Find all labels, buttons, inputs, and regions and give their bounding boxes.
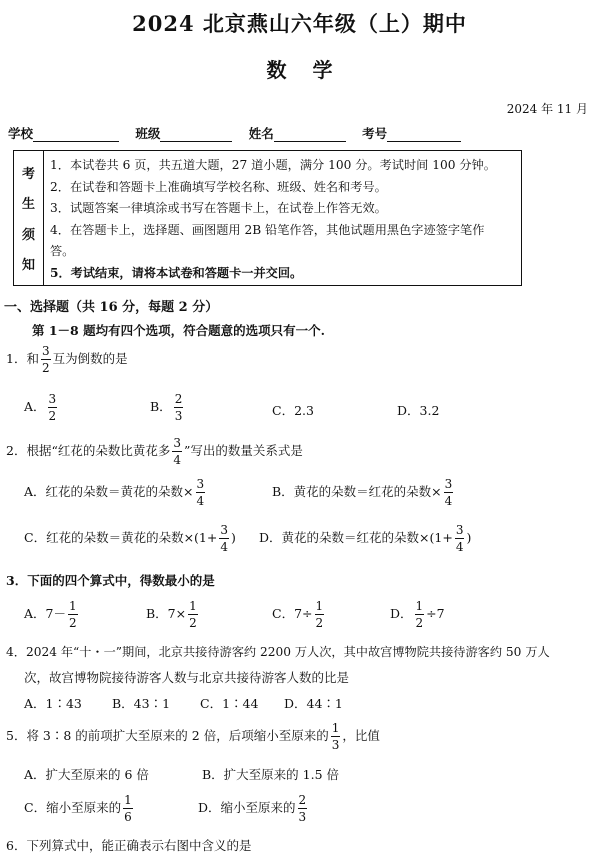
- notice-side-char: 知: [21, 258, 35, 274]
- question-4-line-1: 4．2024 年“十・一”期间，北京共接待游客约 2200 万人次，其中故宫博物院共接待游客约 50 万人: [6, 645, 550, 659]
- q3-option-c[interactable]: [272, 600, 326, 629]
- option-label: D．黄花的朵数＝红花的朵数×(1+: [259, 530, 453, 545]
- option-label: A．7－: [24, 606, 66, 621]
- paren-close: ): [230, 530, 236, 545]
- numerator: 3: [48, 392, 57, 406]
- q3-option-b[interactable]: [146, 600, 200, 629]
- denominator: 4: [173, 453, 181, 467]
- question-5-suffix: ，比值: [342, 728, 380, 743]
- q5-option-a[interactable]: A．扩大至原来的 6 倍: [24, 767, 149, 782]
- denominator: 4: [196, 494, 205, 508]
- field-id-blank[interactable]: [387, 127, 461, 142]
- numerator: 3: [455, 523, 464, 537]
- q4-option-c[interactable]: C．1∶44: [200, 696, 259, 711]
- q2-option-b[interactable]: [272, 478, 455, 507]
- denominator: 4: [444, 494, 453, 508]
- q1-option-c[interactable]: C．2.3: [272, 403, 314, 418]
- question-4-line-2: 次，故宫博物院接待游客人数与北京共接待游客人数的比是: [24, 670, 350, 685]
- denominator: 2: [189, 616, 197, 630]
- option-label: B．7×: [146, 606, 187, 621]
- numerator: 1: [331, 721, 340, 735]
- denominator: 2: [48, 409, 57, 423]
- option-label: B．黄花的朵数＝红花的朵数×: [272, 484, 442, 499]
- section-note: 第 1－8 题均有四个选项，符合题意的选项只有一个.: [32, 323, 325, 338]
- q2-option-c[interactable]: [24, 524, 236, 553]
- denominator: 3: [298, 810, 307, 824]
- notice-item: 3．试题答案一律填涂或书写在答题卡上，在试卷上作答无效。: [50, 201, 387, 215]
- subject-title: 数学: [266, 58, 359, 82]
- fraction: [315, 600, 325, 629]
- question-1-suffix: 互为倒数的是: [52, 351, 128, 366]
- field-class-label: 班级: [135, 126, 161, 141]
- numerator: 1: [124, 793, 132, 807]
- q4-option-b[interactable]: B．43∶1: [112, 696, 171, 711]
- paren-close: ): [466, 530, 472, 545]
- fraction: [123, 794, 133, 823]
- question-5-prefix: 5．将 3∶8 的前项扩大至原来的 2 倍，后项缩小至原来的: [6, 728, 329, 743]
- section-title: 一、选择题（共 16 分，每题 2 分）: [4, 300, 219, 315]
- denominator: 2: [41, 361, 50, 375]
- notice-items: [50, 155, 517, 284]
- denominator: 2: [415, 616, 424, 630]
- question-5: [6, 722, 380, 751]
- numerator: 2: [298, 793, 307, 807]
- question-3: 3．下面的四个算式中，得数最小的是: [6, 573, 215, 588]
- q5-option-b[interactable]: B．扩大至原来的 1.5 倍: [202, 767, 340, 782]
- denominator: 3: [174, 409, 183, 423]
- option-suffix: ÷7: [426, 606, 445, 621]
- fraction: [196, 478, 206, 507]
- denominator: 4: [220, 540, 228, 554]
- option-label: B．: [150, 399, 172, 414]
- notice-side-char: 须: [21, 227, 35, 243]
- q5-option-d[interactable]: [198, 794, 309, 823]
- denominator: 3: [331, 738, 340, 752]
- notice-item: 2．在试卷和答题卡上准确填写学校名称、班级、姓名和考号。: [50, 179, 387, 194]
- question-2-prefix: 2．根据“红花的朵数比黄花多: [6, 443, 171, 458]
- notice-side-char: 生: [21, 197, 35, 213]
- option-label: C．缩小至原来的: [24, 800, 122, 815]
- notice-side-label: [14, 151, 44, 285]
- exam-title: 2024 北京燕山六年级（上）期中: [132, 11, 467, 36]
- field-school-blank[interactable]: [33, 127, 119, 142]
- notice-item: 5．考试结束，请将本试卷和答题卡一并交回。: [50, 265, 303, 280]
- numerator: 1: [415, 599, 424, 613]
- field-id-label: 考号: [362, 126, 388, 141]
- q3-option-a[interactable]: [24, 600, 80, 629]
- fraction: [68, 600, 78, 629]
- fraction: [41, 345, 51, 374]
- student-info-fields: [8, 124, 473, 142]
- option-label: D．: [390, 606, 413, 621]
- fraction: [48, 393, 58, 422]
- question-1-prefix: 1．和: [6, 351, 39, 366]
- option-label: A．: [24, 399, 46, 414]
- q1-option-d[interactable]: D．3.2: [397, 403, 440, 418]
- option-label: D．缩小至原来的: [198, 800, 296, 815]
- option-label: A．红花的朵数＝黄花的朵数×: [24, 484, 194, 499]
- field-name-label: 姓名: [248, 126, 274, 141]
- fraction: [172, 437, 182, 466]
- q3-option-d[interactable]: [390, 600, 445, 629]
- question-1: [6, 345, 128, 374]
- fraction: [219, 524, 229, 553]
- fraction: [455, 524, 465, 553]
- q1-option-a[interactable]: [24, 393, 59, 422]
- denominator: 4: [455, 540, 464, 554]
- numerator: 3: [41, 344, 50, 358]
- option-label: C．红花的朵数＝黄花的朵数×(1+: [24, 530, 218, 545]
- q1-option-b[interactable]: [150, 393, 185, 422]
- fraction: [331, 722, 341, 751]
- fraction: [444, 478, 454, 507]
- question-2: [6, 437, 303, 466]
- notice-item: 4．在答题卡上，选择题、画图题用 2B 铅笔作答，其他试题用黑色字迹签字笔作: [50, 222, 485, 237]
- q2-option-d[interactable]: [259, 524, 471, 553]
- numerator: 3: [173, 436, 181, 450]
- fraction: [174, 393, 184, 422]
- q2-option-a[interactable]: [24, 478, 207, 507]
- field-name-blank[interactable]: [274, 127, 346, 142]
- exam-date: 2024 年 11 月: [506, 102, 588, 116]
- numerator: 3: [220, 523, 228, 537]
- denominator: 6: [124, 810, 132, 824]
- fraction: [415, 600, 425, 629]
- field-school-label: 学校: [8, 126, 34, 141]
- q4-option-a[interactable]: A．1∶43: [24, 696, 82, 711]
- exam-notice-box: [13, 150, 522, 286]
- q5-option-c[interactable]: [24, 794, 135, 823]
- notice-item: 1．本试卷共 6 页，共五道大题，27 道小题，满分 100 分。考试时间 100 分钟。: [50, 158, 496, 172]
- fraction: [188, 600, 198, 629]
- notice-side-char: 考: [21, 166, 35, 182]
- numerator: 1: [189, 599, 197, 613]
- numerator: 1: [68, 599, 77, 613]
- numerator: 2: [174, 392, 183, 406]
- question-6: 6．下列算式中，能正确表示右图中含义的是: [6, 838, 252, 853]
- option-label: C．7÷: [272, 606, 313, 621]
- denominator: 2: [315, 616, 324, 630]
- q4-option-d[interactable]: D．44∶1: [284, 696, 343, 711]
- numerator: 3: [444, 477, 453, 491]
- notice-item: 答。: [50, 244, 75, 258]
- question-2-suffix: ”写出的数量关系式是: [184, 443, 303, 458]
- field-class-blank[interactable]: [160, 127, 232, 142]
- denominator: 2: [68, 616, 77, 630]
- numerator: 3: [196, 477, 205, 491]
- numerator: 1: [315, 599, 324, 613]
- fraction: [298, 794, 308, 823]
